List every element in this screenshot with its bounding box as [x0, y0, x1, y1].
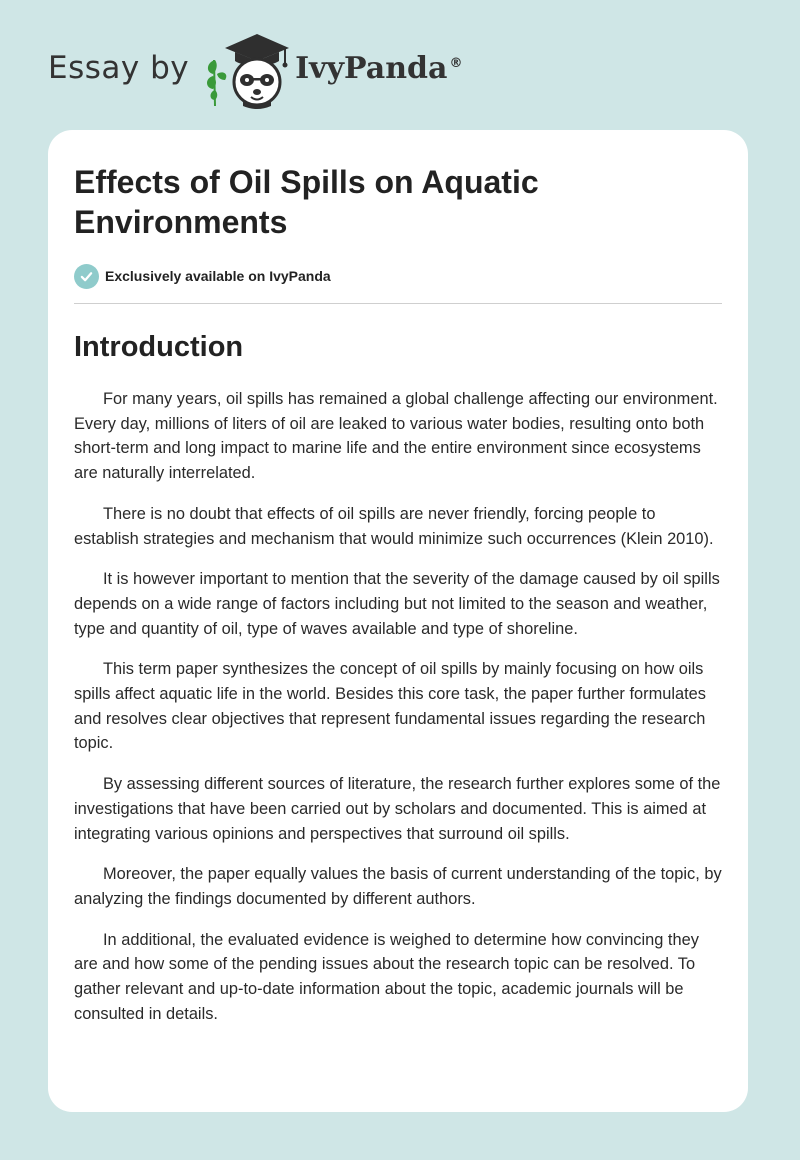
brand-header[interactable]: [48, 30, 462, 110]
exclusive-text: Exclusively available on IvyPanda: [105, 268, 331, 284]
section-heading: Introduction: [74, 331, 244, 363]
paragraph: It is however important to mention that the severity of the damage caused by oil spills depends on a wide range of factors including but not limited to the season and weather, type and quantity of oil, type of waves available and type of shoreline.: [74, 570, 720, 638]
essay-title: Effects of Oil Spills on Aquatic Environments: [74, 164, 539, 240]
brand-name-text: IvyPanda: [295, 50, 448, 86]
brand-name: [295, 51, 462, 86]
paragraph: In additional, the evaluated evidence is weighed to determine how convincing they are and how some of the pending issues about the research topic can be resolved. To gather relevant and up-to-date information about the topic, academic journals will be consulted in details.: [74, 930, 699, 1023]
check-icon: [74, 264, 99, 289]
paragraph: This term paper synthesizes the concept of oil spills by mainly focusing on how oils spills affect aquatic life in the world. Besides this core task, the paper further formulates and resolves clear objectives that represent fundamental issues regarding the research topic.: [74, 660, 706, 753]
panda-graduate-logo-icon: [203, 30, 291, 110]
paragraph: By assessing different sources of literature, the research further explores some of the investigations that have been carried out by scholars and documented. This is aimed at integrating various opinions and perspectives that surround oil spills.: [74, 775, 721, 843]
essay-card: [48, 130, 748, 1112]
registered-mark: ®: [449, 55, 463, 71]
brand-prefix: Essay by: [48, 50, 190, 86]
essay-body: [74, 387, 722, 1026]
divider: [74, 303, 722, 304]
paragraph: Moreover, the paper equally values the basis of current understanding of the topic, by analyzing the findings documented by different authors.: [74, 865, 722, 908]
paragraph: There is no doubt that effects of oil spills are never friendly, forcing people to establish strategies and mechanism that would minimize such occurrences (Klein 2010).: [74, 504, 714, 548]
paragraph: For many years, oil spills has remained a global challenge affecting our environment. Every day, millions of liters of oil are leaked to various water bodies, resulting onto both short-term and long impact to marine life and the entire environment since ecosystems are naturally interrelated.: [74, 390, 718, 483]
exclusive-badge: [74, 262, 722, 290]
